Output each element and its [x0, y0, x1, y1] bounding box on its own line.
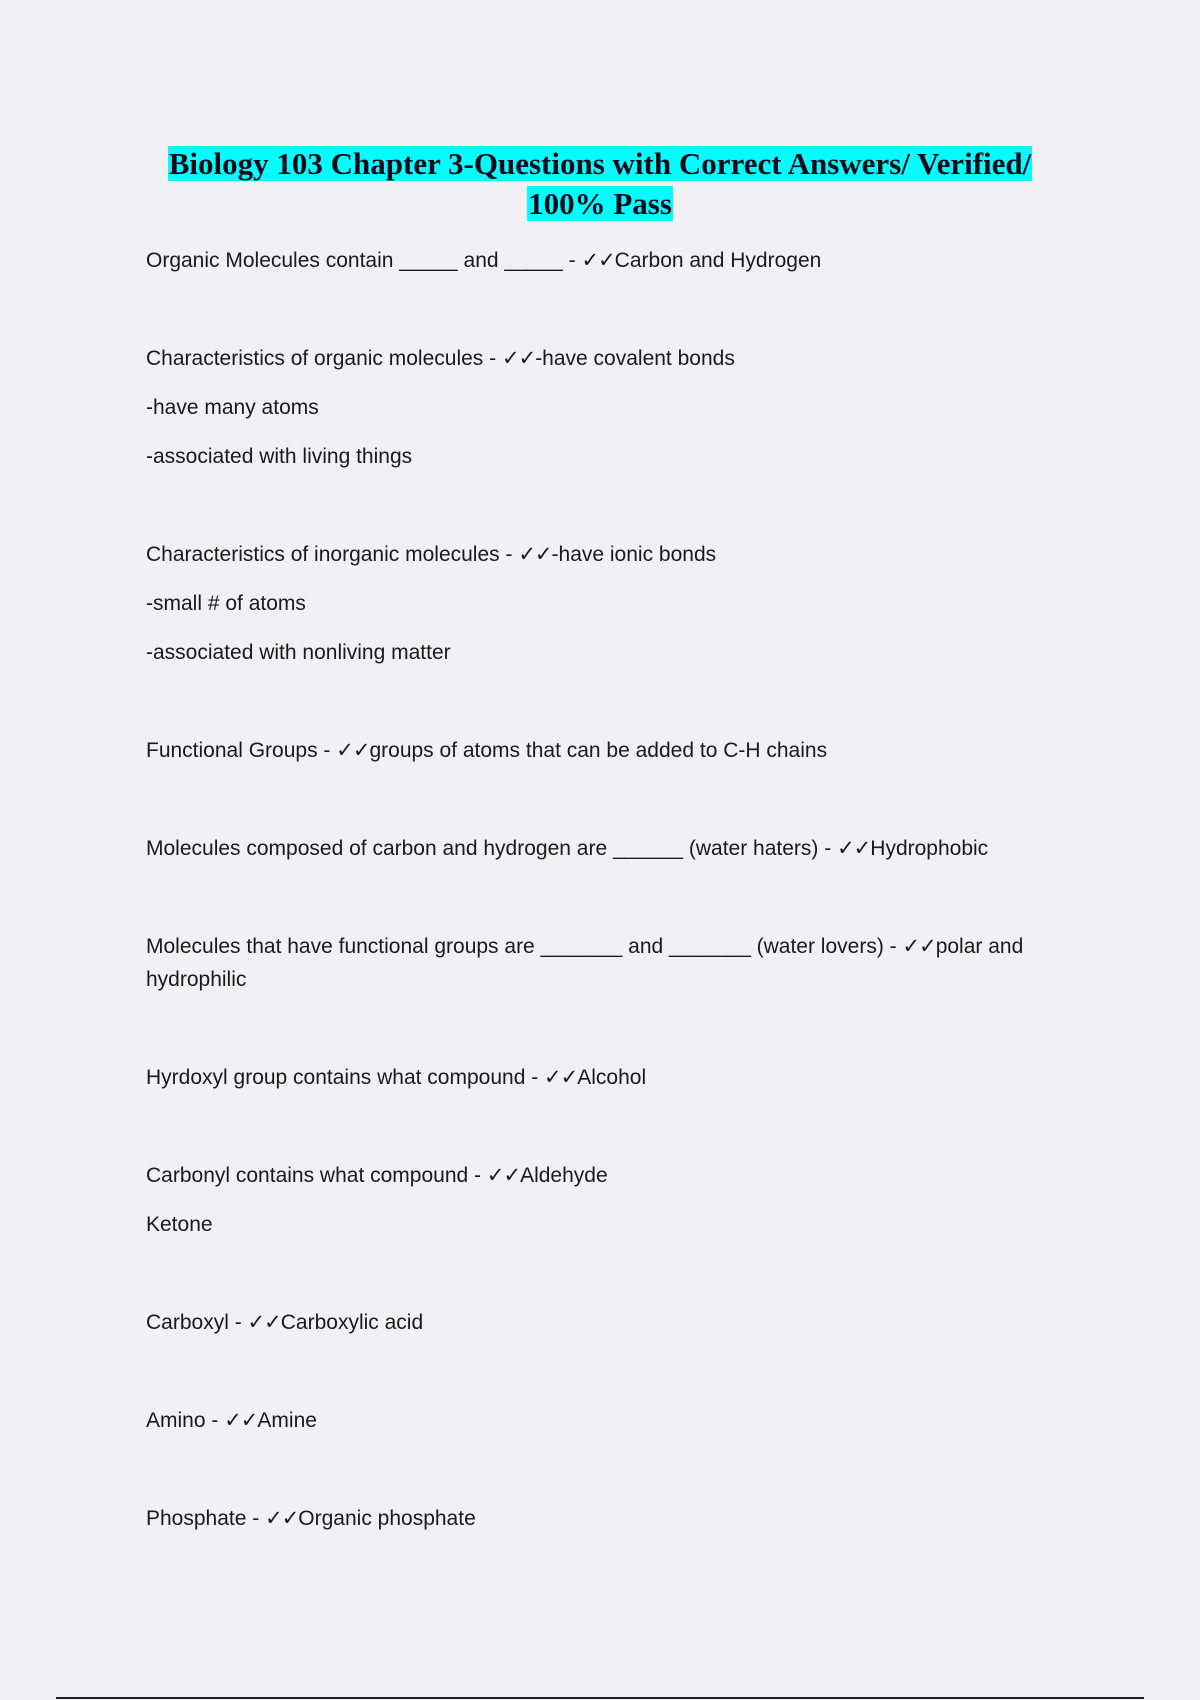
qa-item [146, 930, 1066, 996]
title-line-2: 100% Pass [528, 186, 672, 221]
answer-text: groups of atoms that can be added to C-H chains [369, 739, 828, 762]
separator: - [562, 249, 582, 272]
check-icon: ✓✓ [581, 249, 615, 272]
qa-line [146, 1061, 1066, 1094]
qa-item [146, 538, 1066, 669]
question-text: Hyrdoxyl group contains what compound [146, 1066, 526, 1089]
qa-list [146, 244, 1066, 1551]
answer-text: Carbon and Hydrogen [614, 249, 822, 272]
qa-line [146, 734, 1066, 767]
item-spacer [146, 1453, 1066, 1502]
qa-item [146, 832, 1066, 865]
check-icon: ✓✓ [486, 1164, 521, 1187]
answer-text: Alcohol [577, 1066, 647, 1089]
qa-item [146, 1159, 1066, 1241]
qa-line [146, 832, 1066, 865]
qa-item [146, 342, 1066, 473]
question-text: Amino [146, 1409, 206, 1432]
item-spacer [146, 685, 1066, 734]
check-icon: ✓✓ [247, 1311, 281, 1334]
question-text: Organic Molecules contain _____ and _____ [146, 249, 563, 272]
check-icon: ✓✓ [265, 1507, 299, 1530]
separator: - [883, 935, 903, 958]
item-spacer [146, 1110, 1066, 1159]
answer-extra-line: -associated with nonliving matter [146, 641, 451, 664]
qa-item [146, 244, 1066, 277]
qa-item [146, 1061, 1066, 1094]
document-title [140, 144, 1060, 224]
answer-text: Organic phosphate [298, 1507, 476, 1530]
item-spacer [146, 293, 1066, 342]
qa-item [146, 734, 1066, 767]
answer-text: polar and hydrophilic [146, 935, 1024, 991]
qa-line [146, 1159, 1066, 1192]
separator: - [499, 543, 519, 566]
answer-text: Carboxylic acid [280, 1311, 424, 1334]
question-text: Carboxyl [146, 1311, 229, 1334]
question-text: Characteristics of organic molecules [146, 347, 484, 370]
qa-line [146, 1306, 1066, 1339]
qa-line [146, 1404, 1066, 1437]
separator: - [468, 1164, 487, 1187]
item-spacer [146, 489, 1066, 538]
item-spacer [146, 1355, 1066, 1404]
item-spacer [146, 1012, 1066, 1061]
separator: - [525, 1066, 545, 1089]
separator: - [483, 347, 502, 370]
item-spacer [146, 1257, 1066, 1306]
check-icon: ✓✓ [224, 1409, 258, 1432]
answer-extra-line: -have many atoms [146, 396, 319, 419]
answer-text: Aldehyde [520, 1164, 608, 1187]
check-icon: ✓✓ [518, 543, 552, 566]
separator: - [818, 837, 838, 860]
check-icon: ✓✓ [501, 347, 536, 370]
answer-text: Amine [257, 1409, 317, 1432]
check-icon: ✓✓ [544, 1066, 578, 1089]
separator: - [205, 1409, 225, 1432]
qa-line [146, 930, 1066, 996]
separator: - [317, 739, 337, 762]
check-icon: ✓✓ [336, 739, 370, 762]
item-spacer [146, 881, 1066, 930]
question-text: Characteristics of inorganic molecules [146, 543, 500, 566]
answer-text: -have covalent bonds [535, 347, 735, 370]
question-text: Phosphate [146, 1507, 247, 1530]
answer-extra-line: -associated with living things [146, 445, 413, 468]
separator: - [246, 1507, 266, 1530]
qa-line [146, 244, 1066, 277]
answer-text: Hydrophobic [870, 837, 989, 860]
check-icon: ✓✓ [837, 837, 871, 860]
question-text: Functional Groups [146, 739, 318, 762]
qa-item [146, 1306, 1066, 1339]
qa-item [146, 1404, 1066, 1437]
answer-extra-line: -small # of atoms [146, 592, 306, 615]
qa-line [146, 538, 1066, 571]
qa-line [146, 342, 1066, 375]
footer-divider [56, 1697, 1144, 1699]
qa-line [146, 1502, 1066, 1535]
question-text: Molecules that have functional groups are _______ and _______ (water lovers) [146, 935, 884, 958]
separator: - [228, 1311, 248, 1334]
check-icon: ✓✓ [902, 935, 936, 958]
question-text: Carbonyl contains what compound [146, 1164, 469, 1187]
item-spacer [146, 783, 1066, 832]
answer-extra-line: Ketone [146, 1213, 213, 1236]
title-line-1: Biology 103 Chapter 3-Questions with Correct Answers/ Verified/ [168, 146, 1032, 181]
question-text: Molecules composed of carbon and hydrogen are ______ (water haters) [146, 837, 819, 860]
qa-item [146, 1502, 1066, 1535]
answer-text: -have ionic bonds [551, 543, 717, 566]
